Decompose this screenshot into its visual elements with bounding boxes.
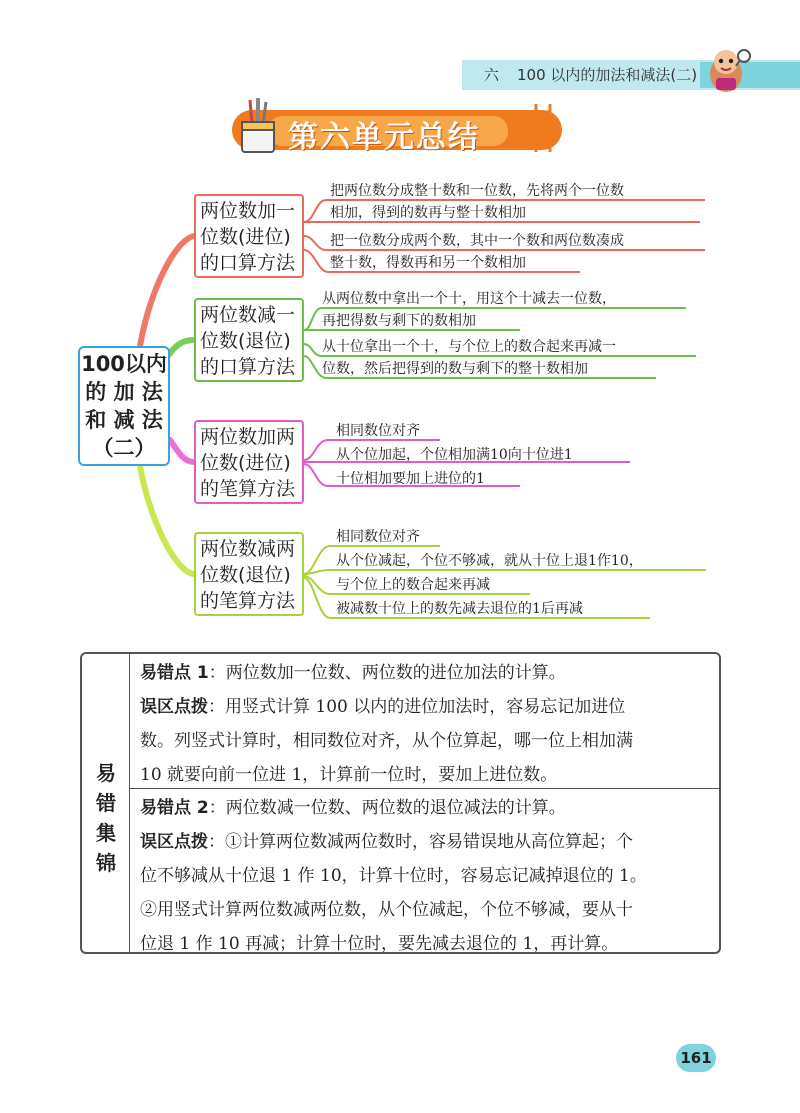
branch-label-line: 的笔算方法 xyxy=(200,478,296,500)
side-char: 锦 xyxy=(96,851,116,875)
chapter-number: 六 xyxy=(484,66,500,84)
branch-add-two-digit-written xyxy=(194,420,304,504)
leaf-text: 把一位数分成两个数，其中一个数和两位数凑成 xyxy=(330,233,624,249)
branch-label-line: 位数(退位) xyxy=(200,330,291,352)
chapter-title: 100 以内的加法和减法(二) xyxy=(517,66,698,84)
branch-label-line: 的口算方法 xyxy=(200,252,296,274)
side-char: 错 xyxy=(96,791,116,815)
branch-label-line: 的笔算方法 xyxy=(200,590,296,612)
branch-subtract-two-digit-written xyxy=(194,532,304,616)
branch-label-line: 的口算方法 xyxy=(200,356,296,378)
error-point-text: ：两位数加一位数、两位数的进位加法的计算。 xyxy=(208,663,566,683)
error-point-text: ：两位数减一位数、两位数的退位减法的计算。 xyxy=(208,798,566,818)
error-item-2 xyxy=(140,791,716,954)
tip-label: 误区点拨 xyxy=(140,832,208,852)
leaf-text: 相同数位对齐 xyxy=(336,423,420,439)
branch-label-line: 两位数减一 xyxy=(200,304,296,326)
tip-label: 误区点拨 xyxy=(140,697,208,717)
tip-line: 10 就要向前一位进 1，计算前一位时，要加上进位数。 xyxy=(140,765,558,785)
tip-line: 位不够减从十位退 1 作 10，计算十位时，容易忘记减掉退位的 1。 xyxy=(140,866,647,886)
leaf-text: 整十数，得数再和另一个数相加 xyxy=(330,255,526,271)
root-line: 的 加 法 xyxy=(85,380,163,404)
tip-line: 位退 1 作 10 再减；计算十位时，要先减去退位的 1，再计算。 xyxy=(140,934,619,954)
tip-line: 数。列竖式计算时，相同数位对齐，从个位算起，哪一位上相加满 xyxy=(140,731,633,751)
page-number: 161 xyxy=(676,1044,716,1072)
leaf-text: 相加，得到的数再与整十数相加 xyxy=(330,205,526,221)
mindmap-root xyxy=(78,346,170,466)
leaf-text: 相同数位对齐 xyxy=(336,529,420,545)
tip-line: ②用竖式计算两位数减两位数，从个位减起，个位不够减，要从十 xyxy=(140,900,633,920)
error-side-column xyxy=(82,654,130,952)
root-line: 和 减 法 xyxy=(85,408,163,432)
root-line: 100以内 xyxy=(81,352,167,376)
tip-line: ：①计算两位数减两位数时，容易错误地从高位算起；个 xyxy=(208,832,633,852)
root-line: （二） xyxy=(92,436,156,460)
branch-label-line: 位数(进位) xyxy=(200,452,291,474)
leaf-text: 被减数十位上的数先减去退位的1后再减 xyxy=(336,601,583,617)
branch-label-line: 两位数加两 xyxy=(200,426,296,448)
leaf-text: 把两位数分成整十数和一位数，先将两个一位数 xyxy=(330,183,624,199)
branch-add-one-digit-mental xyxy=(194,194,304,278)
leaf-text: 从个位减起，个位不够减，就从十位上退1作10， xyxy=(336,553,643,569)
error-side-label xyxy=(94,758,118,878)
leaf-text: 位数，然后把得到的数与剩下的整十数相加 xyxy=(322,361,588,377)
error-item-1 xyxy=(140,656,716,792)
leaf-text: 再把得数与剩下的数相加 xyxy=(322,313,476,329)
leaf-text: 从个位加起，个位相加满10向十位进1 xyxy=(336,447,573,463)
leaf-text: 与个位上的数合起来再减 xyxy=(336,577,490,593)
side-char: 集 xyxy=(96,821,116,845)
branch-label-line: 两位数加一 xyxy=(200,200,296,222)
tip-line: ：用竖式计算 100 以内的进位加法时，容易忘记加进位 xyxy=(208,697,626,717)
page-title: 第六单元总结 xyxy=(288,120,480,155)
error-collection-box xyxy=(80,652,721,954)
side-char: 易 xyxy=(96,761,116,785)
branch-subtract-one-digit-mental xyxy=(194,298,304,382)
leaf-text: 从两位数中拿出一个十，用这个十减去一位数， xyxy=(322,291,616,307)
leaf-text: 从十位拿出一个十，与个位上的数合起来再减一 xyxy=(322,339,616,355)
error-point-label: 易错点 1 xyxy=(140,663,209,683)
leaf-text: 十位相加要加上进位的1 xyxy=(336,471,485,487)
branch-label-line: 两位数减两 xyxy=(200,538,296,560)
branch-label-line: 位数(退位) xyxy=(200,564,291,586)
error-point-label: 易错点 2 xyxy=(140,798,209,818)
branch-label-line: 位数(进位) xyxy=(200,226,291,248)
